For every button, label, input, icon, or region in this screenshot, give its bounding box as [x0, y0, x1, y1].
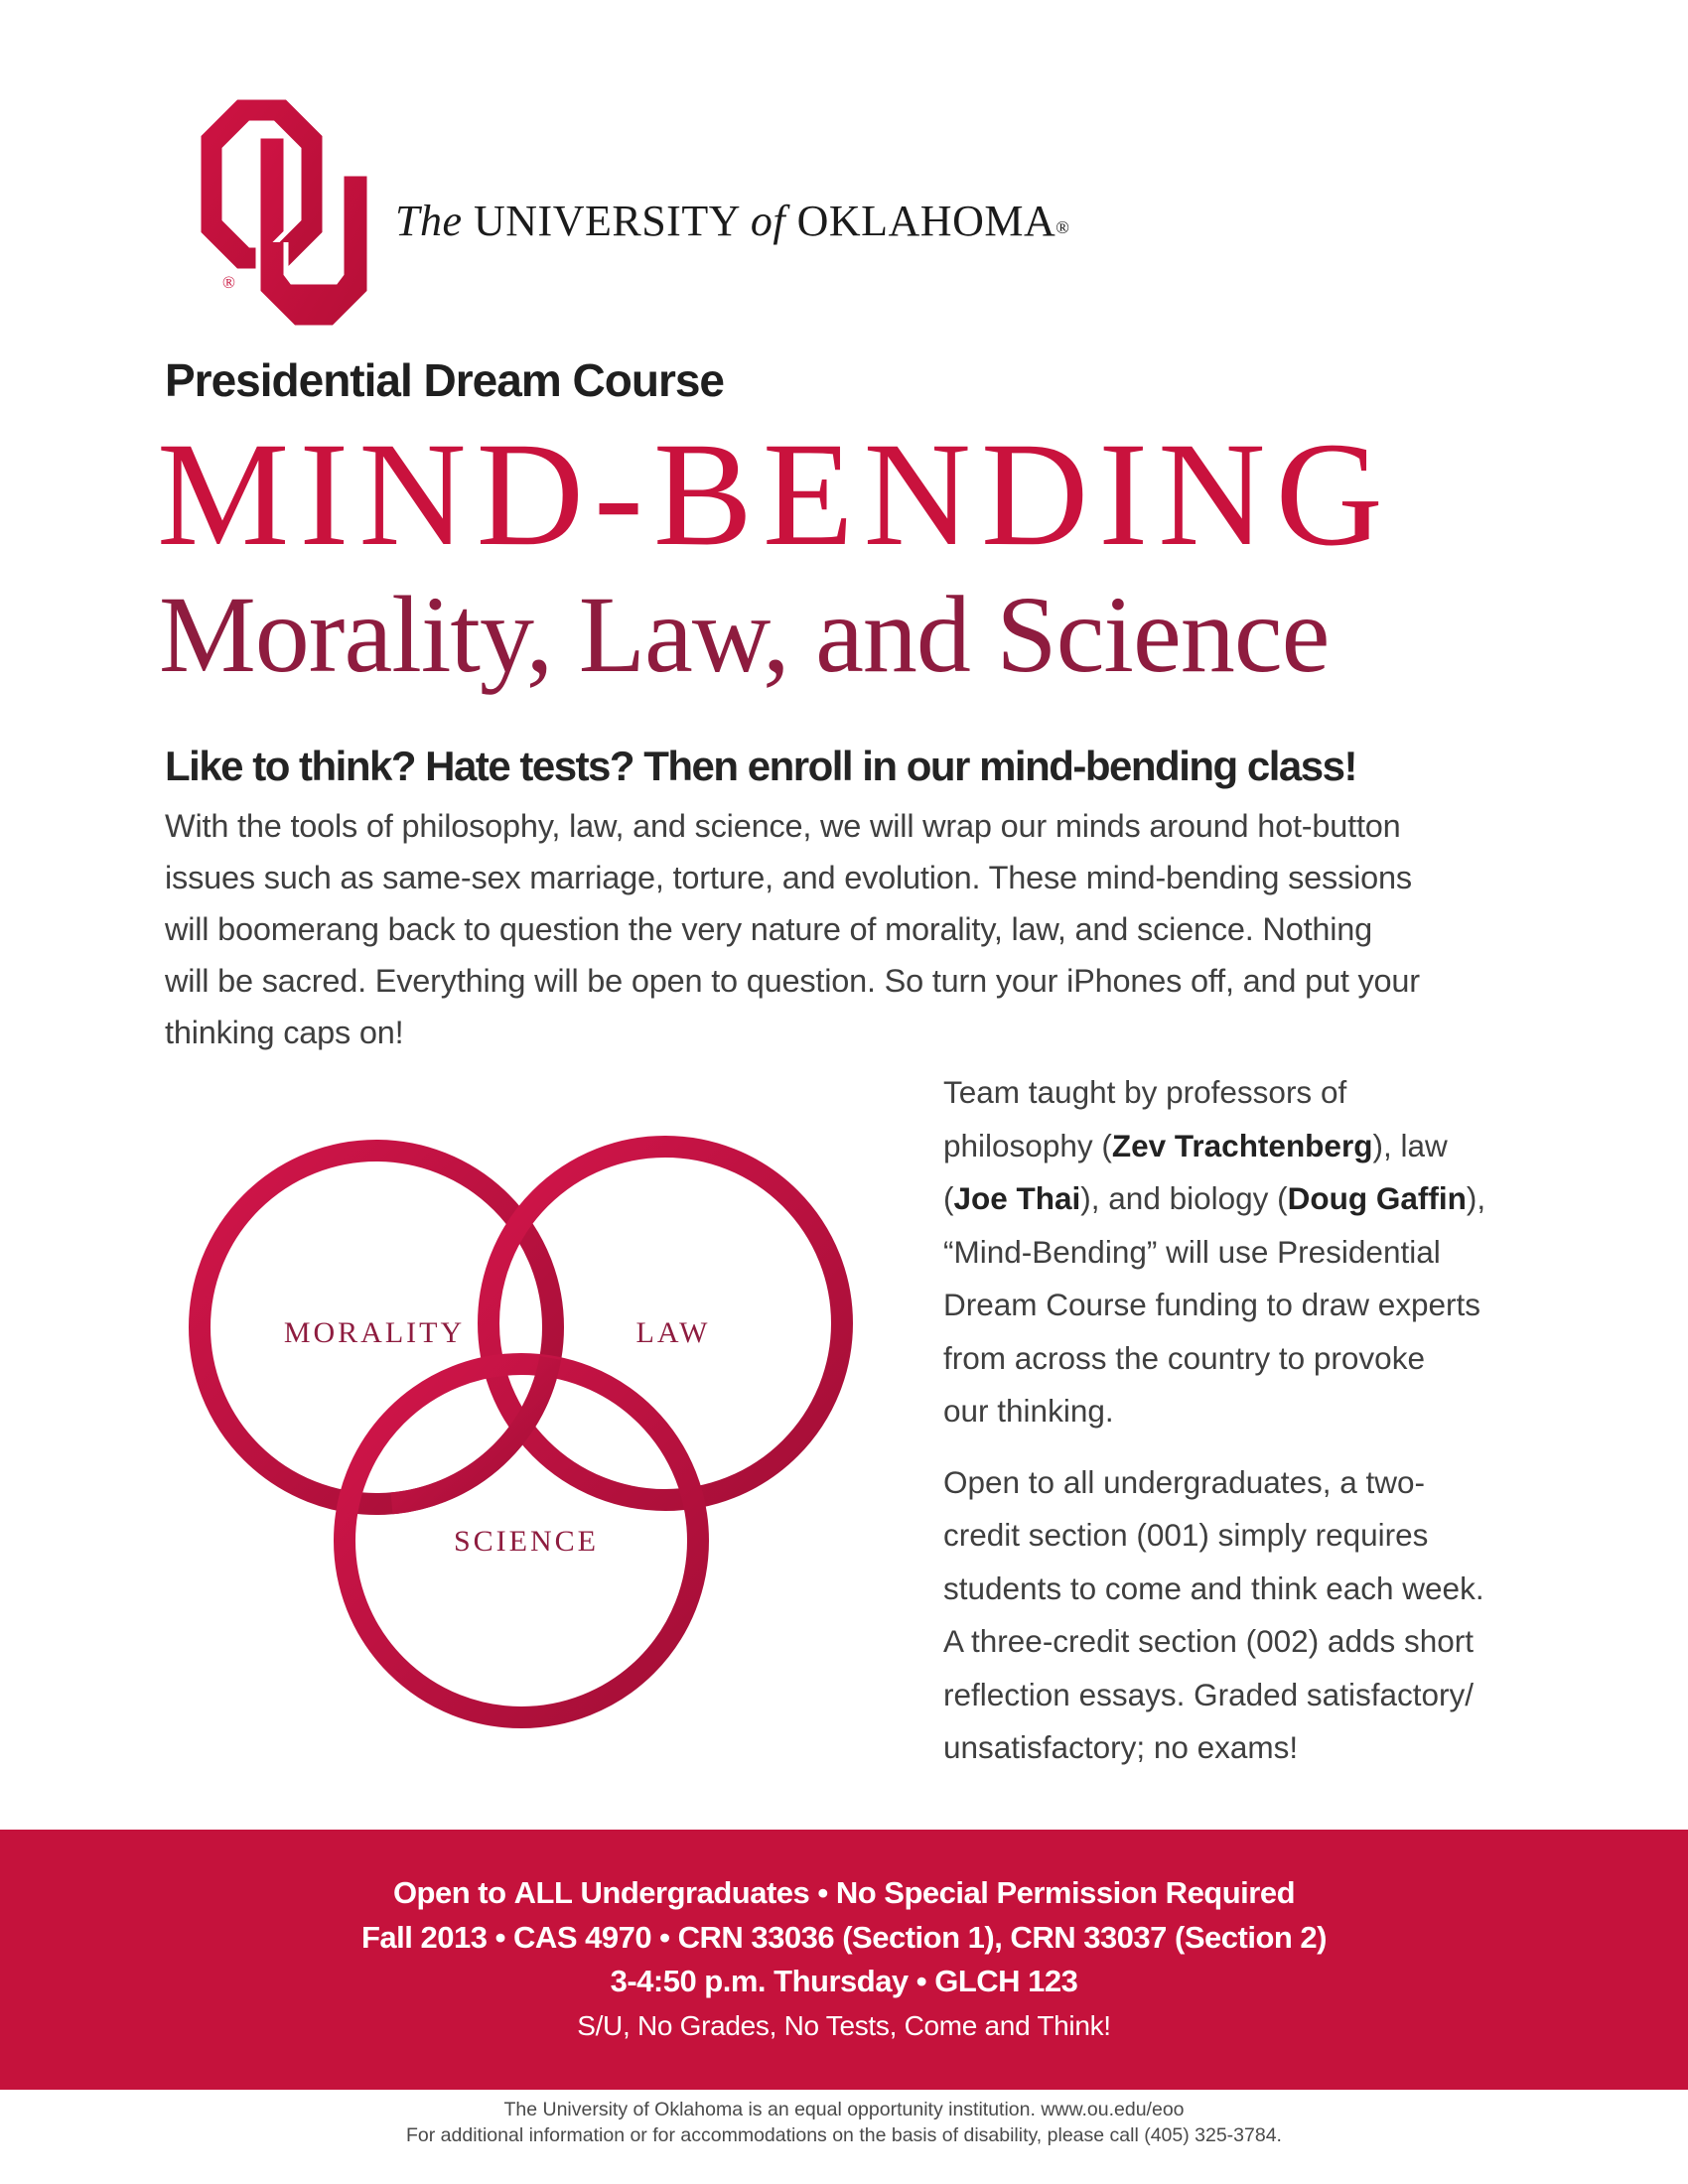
- intro-line: issues such as same-sex marriage, torture, and evolution. These mind-bending sessions: [165, 860, 1412, 895]
- venn-diagram: [149, 1092, 864, 1747]
- course-description: [943, 1066, 1499, 1775]
- about-line: students to come and think each week.: [943, 1570, 1484, 1606]
- banner-line-3: 3-4:50 p.m. Thursday • GLCH 123: [610, 1964, 1078, 1998]
- tagline: Like to think? Hate tests? Then enroll in our mind-bending class!: [165, 743, 1356, 789]
- about-paragraph-2: [943, 1456, 1499, 1775]
- about-line: reflection essays. Graded satisfactory/: [943, 1676, 1474, 1712]
- fineprint-line-1: The University of Oklahoma is an equal opportunity institution. www.ou.edu/eoo: [503, 2099, 1185, 2120]
- eyebrow-course-type: Presidential Dream Course: [165, 354, 725, 406]
- about-paragraph-1: [943, 1066, 1499, 1438]
- about-line: Open to all undergraduates, a two-: [943, 1463, 1426, 1500]
- wordmark-university: UNIVERSITY: [462, 197, 751, 245]
- logo-registered-mark: ®: [222, 273, 235, 292]
- intro-line: will be sacred. Everything will be open to question. So turn your iPhones off, and put your: [165, 963, 1420, 999]
- banner-line-1: [0, 1871, 1688, 1916]
- venn-label-morality: MORALITY: [283, 1316, 466, 1349]
- text-segment: (: [943, 1180, 954, 1216]
- intro-paragraph: [165, 800, 1420, 1058]
- about-line: A three-credit section (002) adds short: [943, 1623, 1475, 1659]
- wordmark-the: The: [395, 197, 463, 245]
- text-segment: philosophy (: [943, 1127, 1112, 1163]
- info-banner: [0, 1830, 1688, 2090]
- text-segment: Undergraduates • No Special Permission Required: [572, 1875, 1296, 1910]
- venn-label-law: LAW: [635, 1316, 711, 1349]
- about-line: unsatisfactory; no exams!: [943, 1729, 1299, 1765]
- about-line: our thinking.: [943, 1393, 1114, 1429]
- banner-line-2: Fall 2013 • CAS 4970 • CRN 33036 (Section 1), CRN 33037 (Section 2): [360, 1919, 1327, 1955]
- banner-line-4: S/U, No Grades, No Tests, Come and Think!: [577, 2009, 1111, 2041]
- intro-line: With the tools of philosophy, law, and science, we will wrap our minds around hot-button: [165, 808, 1401, 844]
- intro-line: thinking caps on!: [165, 1015, 404, 1050]
- brand-wordmark: [395, 196, 1069, 246]
- ou-logo-icon: [199, 97, 369, 328]
- about-line: [943, 1120, 1499, 1173]
- venn-label-science: SCIENCE: [453, 1525, 600, 1558]
- fineprint-line-2: For additional information or for accommodations on the basis of disability, please call (405) 325-3784.: [406, 2124, 1282, 2146]
- about-line: from across the country to provoke: [943, 1339, 1425, 1376]
- banner-emphasis-all: ALL: [513, 1875, 573, 1910]
- about-line: “Mind-Bending” will use Presidential: [943, 1233, 1441, 1270]
- text-segment: ), law: [1372, 1127, 1448, 1163]
- professor-name: Joe Thai: [953, 1180, 1081, 1216]
- professor-name: Doug Gaffin: [1287, 1180, 1467, 1216]
- text-segment: Open to: [392, 1875, 514, 1910]
- subtitle: Morality, Law, and Science: [159, 574, 1330, 695]
- professor-name: Zev Trachtenberg: [1111, 1127, 1373, 1163]
- main-title: MIND-BENDING: [157, 412, 1393, 577]
- text-segment: ),: [1466, 1180, 1486, 1216]
- intro-line: will boomerang back to question the very nature of morality, law, and science. Nothing: [165, 911, 1373, 947]
- wordmark-of: of: [750, 197, 786, 245]
- about-line: Dream Course funding to draw experts: [943, 1287, 1481, 1322]
- wordmark-oklahoma: OKLAHOMA: [785, 197, 1056, 245]
- about-line: credit section (001) simply requires: [943, 1517, 1429, 1553]
- about-line: [943, 1172, 1499, 1226]
- text-segment: ), and biology (: [1080, 1180, 1288, 1216]
- wordmark-registered-mark: ®: [1055, 217, 1070, 237]
- about-line: Team taught by professors of: [943, 1074, 1347, 1110]
- fineprint: [0, 2097, 1688, 2148]
